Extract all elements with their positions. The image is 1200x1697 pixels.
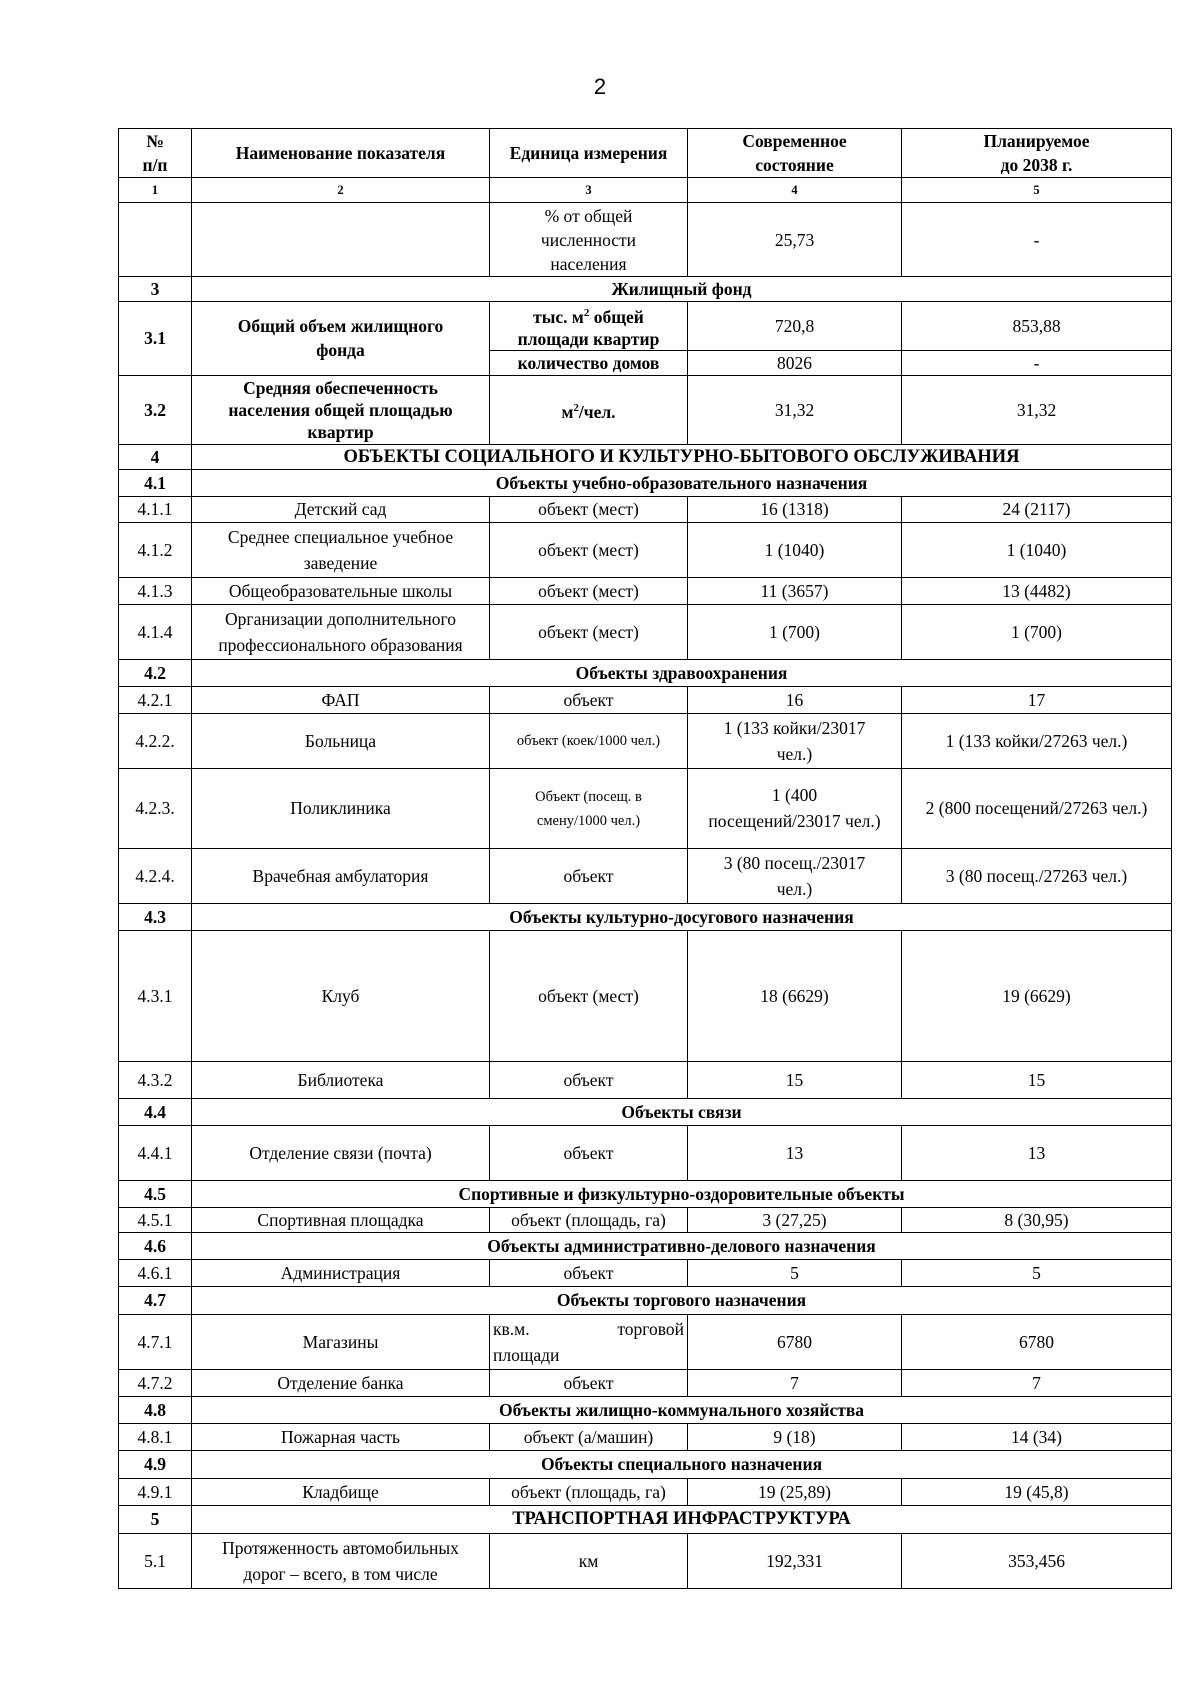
indicator-name: Поликлиника — [192, 768, 490, 848]
section-row — [119, 1098, 1172, 1125]
planned-value: 13 (4482) — [902, 577, 1172, 604]
table-row — [119, 496, 1172, 522]
row-number: 4.6.1 — [119, 1259, 192, 1286]
planned-value: 1 (133 койки/27263 чел.) — [902, 713, 1172, 768]
header-current-state: Современное состояние — [688, 129, 902, 178]
row-number: 4.1.1 — [119, 496, 192, 522]
section-number: 3 — [119, 277, 192, 302]
unit-cell: объект (площадь, га) — [490, 1478, 688, 1505]
row-number: 4.9.1 — [119, 1478, 192, 1505]
table-row — [119, 1207, 1172, 1232]
current-value: 1 (700) — [688, 604, 902, 659]
section-number: 4.9 — [119, 1450, 192, 1478]
column-number: 4 — [688, 178, 902, 203]
current-value: 13 — [688, 1125, 902, 1180]
indicator-name: ФАП — [192, 686, 490, 713]
section-title: Объекты связи — [192, 1098, 1172, 1125]
row-number: 4.2.4. — [119, 848, 192, 903]
section-row — [119, 1505, 1172, 1533]
planned-value: 1 (700) — [902, 604, 1172, 659]
indicator-name: Больница — [192, 713, 490, 768]
table-row — [119, 1533, 1172, 1588]
unit-cell: объект (мест) — [490, 496, 688, 522]
current-value: 1 (400 посещений/23017 чел.) — [688, 768, 902, 848]
table-row — [119, 848, 1172, 903]
table-row — [119, 1259, 1172, 1286]
indicator-name: Врачебная амбулатория — [192, 848, 490, 903]
row-number: 3.1 — [119, 302, 192, 376]
header-planned: Планируемое до 2038 г. — [902, 129, 1172, 178]
row-number: 4.1.3 — [119, 577, 192, 604]
section-row — [119, 277, 1172, 302]
current-value: 25,73 — [688, 203, 902, 277]
unit-cell: объект (коек/1000 чел.) — [490, 713, 688, 768]
indicator-name: Среднее специальное учебное заведение — [192, 522, 490, 577]
planned-value: 7 — [902, 1369, 1172, 1396]
column-number: 5 — [902, 178, 1172, 203]
unit-cell: объект — [490, 848, 688, 903]
indicator-name: Общий объем жилищного фонда — [192, 302, 490, 376]
current-value: 3 (80 посещ./23017 чел.) — [688, 848, 902, 903]
unit-cell: объект (мест) — [490, 577, 688, 604]
planned-value: 853,88 — [902, 302, 1172, 351]
row-number: 4.1.2 — [119, 522, 192, 577]
column-numbers-row — [119, 178, 1172, 203]
current-value: 1 (133 койки/23017 чел.) — [688, 713, 902, 768]
planned-value: 15 — [902, 1061, 1172, 1098]
section-number: 4.5 — [119, 1180, 192, 1207]
current-value: 192,331 — [688, 1533, 902, 1588]
unit-cell: объект — [490, 1259, 688, 1286]
indicator-name: Библиотека — [192, 1061, 490, 1098]
planned-value: 8 (30,95) — [902, 1207, 1172, 1232]
unit-cell: кв.м. торговой площади — [490, 1314, 688, 1369]
unit-cell: объект (а/машин) — [490, 1423, 688, 1450]
section-row — [119, 1232, 1172, 1259]
current-value: 6780 — [688, 1314, 902, 1369]
unit-cell: объект (мест) — [490, 930, 688, 1061]
section-number: 4.8 — [119, 1396, 192, 1423]
section-title: Объекты торгового назначения — [192, 1286, 1172, 1314]
row-number: 4.2.1 — [119, 686, 192, 713]
current-value: 3 (27,25) — [688, 1207, 902, 1232]
section-row — [119, 1286, 1172, 1314]
current-value: 19 (25,89) — [688, 1478, 902, 1505]
section-number: 4.7 — [119, 1286, 192, 1314]
row-number: 4.1.4 — [119, 604, 192, 659]
row-number: 4.7.2 — [119, 1369, 192, 1396]
planned-value: 5 — [902, 1259, 1172, 1286]
header-number: № п/п — [119, 129, 192, 178]
planned-value: 353,456 — [902, 1533, 1172, 1588]
section-number: 4.6 — [119, 1232, 192, 1259]
section-number: 4 — [119, 444, 192, 469]
section-title: ТРАНСПОРТНАЯ ИНФРАСТРУКТУРА — [192, 1505, 1172, 1533]
table-row — [119, 1478, 1172, 1505]
table-row — [119, 302, 1172, 351]
table-row — [119, 604, 1172, 659]
unit-cell: объект (мест) — [490, 604, 688, 659]
planned-value: 14 (34) — [902, 1423, 1172, 1450]
unit-cell: Объект (посещ. в смену/1000 чел.) — [490, 768, 688, 848]
current-value: 1 (1040) — [688, 522, 902, 577]
row-number: 4.2.2. — [119, 713, 192, 768]
current-value: 7 — [688, 1369, 902, 1396]
planned-value: 19 (45,8) — [902, 1478, 1172, 1505]
unit-cell: км — [490, 1533, 688, 1588]
unit-cell: % от общей численности населения — [490, 203, 688, 277]
unit-cell: тыс. $м^2$ общей площади квартир — [490, 302, 688, 351]
unit-cell: $м^2$/чел. — [490, 375, 688, 444]
unit-cell: объект (мест) — [490, 522, 688, 577]
current-value: 8026 — [688, 350, 902, 375]
table-row — [119, 1423, 1172, 1450]
section-title: Объекты учебно-образовательного назначения — [192, 469, 1172, 496]
unit-cell: объект (площадь, га) — [490, 1207, 688, 1232]
current-value: 9 (18) — [688, 1423, 902, 1450]
section-row — [119, 469, 1172, 496]
planned-value: 2 (800 посещений/27263 чел.) — [902, 768, 1172, 848]
column-number: 1 — [119, 178, 192, 203]
unit-cell: объект — [490, 1125, 688, 1180]
current-value: 11 (3657) — [688, 577, 902, 604]
section-title: Объекты жилищно-коммунального хозяйства — [192, 1396, 1172, 1423]
row-number: 4.3.1 — [119, 930, 192, 1061]
current-value: 5 — [688, 1259, 902, 1286]
planned-value: 31,32 — [902, 375, 1172, 444]
row-number: 4.5.1 — [119, 1207, 192, 1232]
section-row — [119, 659, 1172, 686]
planned-value: 1 (1040) — [902, 522, 1172, 577]
planned-value: 19 (6629) — [902, 930, 1172, 1061]
indicator-name: Общеобразовательные школы — [192, 577, 490, 604]
row-number — [119, 203, 192, 277]
section-title: Объекты административно-делового назначения — [192, 1232, 1172, 1259]
section-number: 4.3 — [119, 903, 192, 930]
row-number: 4.8.1 — [119, 1423, 192, 1450]
current-value: 16 — [688, 686, 902, 713]
row-number: 3.2 — [119, 375, 192, 444]
indicator-name: Отделение банка — [192, 1369, 490, 1396]
section-title: Спортивные и физкультурно-оздоровительные объекты — [192, 1180, 1172, 1207]
section-number: 4.1 — [119, 469, 192, 496]
table-row — [119, 1061, 1172, 1098]
indicator-name: Средняя обеспеченность населения общей площадью квартир — [192, 375, 490, 444]
indicator-name: Организации дополнительного профессионального образования — [192, 604, 490, 659]
planned-value: - — [902, 203, 1172, 277]
planned-value: 24 (2117) — [902, 496, 1172, 522]
indicators-table — [118, 128, 1172, 1589]
table-row — [119, 768, 1172, 848]
indicator-name: Пожарная часть — [192, 1423, 490, 1450]
current-value: 720,8 — [688, 302, 902, 351]
unit-cell: количество домов — [490, 350, 688, 375]
section-number: 5 — [119, 1505, 192, 1533]
table-row — [119, 577, 1172, 604]
unit-cell: объект — [490, 1369, 688, 1396]
table-row — [119, 1125, 1172, 1180]
indicator-name: Кладбище — [192, 1478, 490, 1505]
section-row — [119, 444, 1172, 469]
section-row — [119, 903, 1172, 930]
table-row — [119, 375, 1172, 444]
row-number: 5.1 — [119, 1533, 192, 1588]
current-value: 31,32 — [688, 375, 902, 444]
planned-value: 17 — [902, 686, 1172, 713]
planned-value: 13 — [902, 1125, 1172, 1180]
header-indicator-name: Наименование показателя — [192, 129, 490, 178]
section-title: Объекты специального назначения — [192, 1450, 1172, 1478]
planned-value: - — [902, 350, 1172, 375]
indicator-name: Отделение связи (почта) — [192, 1125, 490, 1180]
section-row — [119, 1450, 1172, 1478]
table-row — [119, 203, 1172, 277]
unit-cell: объект — [490, 1061, 688, 1098]
planned-value: 6780 — [902, 1314, 1172, 1369]
indicator-name: Спортивная площадка — [192, 1207, 490, 1232]
table-row — [119, 522, 1172, 577]
column-number: 3 — [490, 178, 688, 203]
section-row — [119, 1180, 1172, 1207]
section-number: 4.4 — [119, 1098, 192, 1125]
table-header-row — [119, 129, 1172, 178]
page-number: 2 — [593, 74, 607, 99]
row-number: 4.4.1 — [119, 1125, 192, 1180]
current-value: 15 — [688, 1061, 902, 1098]
section-number: 4.2 — [119, 659, 192, 686]
row-number: 4.2.3. — [119, 768, 192, 848]
indicator-name — [192, 203, 490, 277]
indicator-name: Магазины — [192, 1314, 490, 1369]
section-title: ОБЪЕКТЫ СОЦИАЛЬНОГО И КУЛЬТУРНО-БЫТОВОГО ОБСЛУЖИВАНИЯ — [192, 444, 1172, 469]
current-value: 16 (1318) — [688, 496, 902, 522]
section-title: Объекты здравоохранения — [192, 659, 1172, 686]
table-row — [119, 686, 1172, 713]
row-number: 4.3.2 — [119, 1061, 192, 1098]
planned-value: 3 (80 посещ./27263 чел.) — [902, 848, 1172, 903]
header-unit: Единица измерения — [490, 129, 688, 178]
table-row — [119, 1369, 1172, 1396]
column-number: 2 — [192, 178, 490, 203]
unit-cell: объект — [490, 686, 688, 713]
section-title: Объекты культурно-досугового назначения — [192, 903, 1172, 930]
indicator-name: Клуб — [192, 930, 490, 1061]
indicator-name: Администрация — [192, 1259, 490, 1286]
section-title: Жилищный фонд — [192, 277, 1172, 302]
indicator-name: Протяженность автомобильных дорог – всего, в том числе — [192, 1533, 490, 1588]
section-row — [119, 1396, 1172, 1423]
table-row — [119, 713, 1172, 768]
indicator-name: Детский сад — [192, 496, 490, 522]
row-number: 4.7.1 — [119, 1314, 192, 1369]
table-row — [119, 930, 1172, 1061]
table-row — [119, 1314, 1172, 1369]
current-value: 18 (6629) — [688, 930, 902, 1061]
